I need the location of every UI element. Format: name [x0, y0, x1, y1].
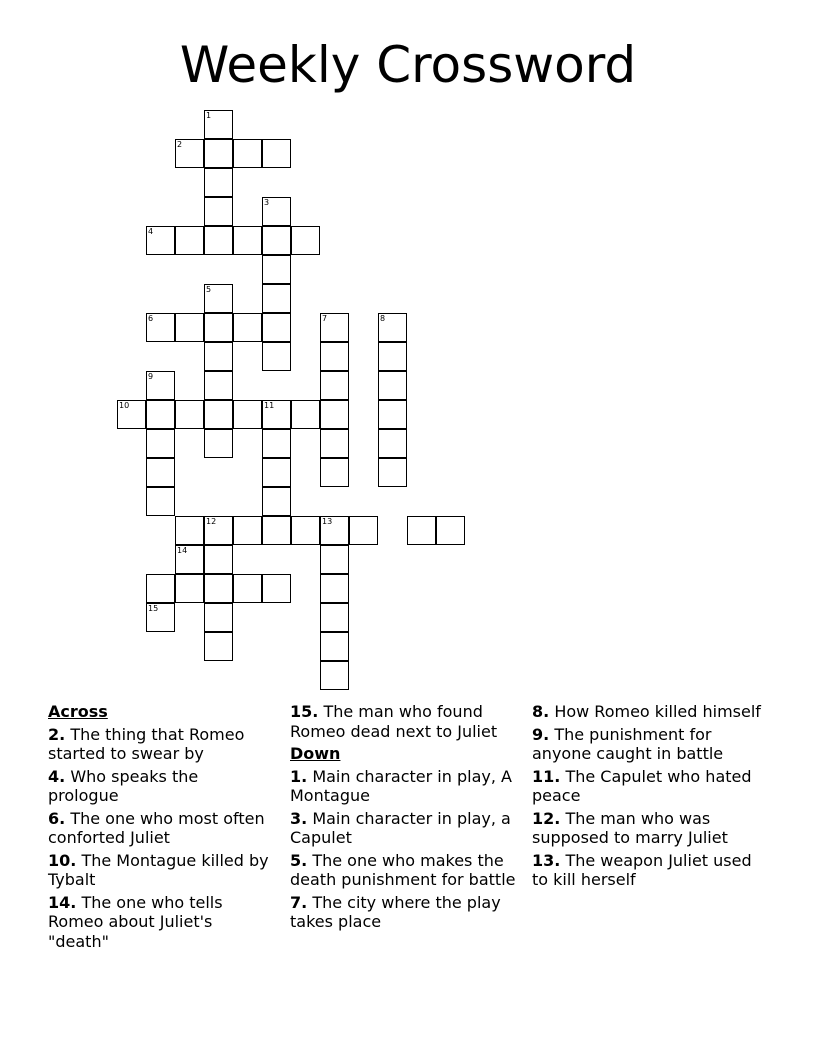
grid-cell[interactable]: [262, 458, 291, 487]
grid-cell[interactable]: [204, 516, 233, 545]
clue-text: The one who most often conforted Juliet: [48, 808, 265, 847]
clue-item: [532, 702, 762, 722]
grid-cell[interactable]: [436, 516, 465, 545]
grid-cell[interactable]: [233, 400, 262, 429]
clue-number-label: 9: [148, 372, 154, 381]
grid-cell[interactable]: [146, 313, 175, 342]
grid-cell[interactable]: [262, 255, 291, 284]
grid-cell[interactable]: [233, 226, 262, 255]
clue-number-label: 7: [322, 314, 328, 323]
grid-cell[interactable]: [378, 342, 407, 371]
clue-number-label: 12: [206, 517, 217, 526]
clue-text: The city where the play takes place: [290, 892, 501, 931]
grid-cell[interactable]: [320, 342, 349, 371]
clue-item: [532, 809, 762, 848]
grid-cell[interactable]: [204, 574, 233, 603]
grid-cell[interactable]: [262, 226, 291, 255]
clue-text: How Romeo killed himself: [554, 702, 761, 721]
grid-cell[interactable]: [204, 226, 233, 255]
grid-cell[interactable]: [175, 226, 204, 255]
clue-item: [48, 767, 273, 806]
clue-number-label: 14: [177, 546, 188, 555]
grid-cell[interactable]: [175, 516, 204, 545]
clue-item: [48, 725, 273, 764]
clue-text: The punishment for anyone caught in battle: [532, 724, 724, 763]
grid-cell[interactable]: [175, 574, 204, 603]
clue-number: 9.: [532, 724, 550, 744]
clue-number-label: 5: [206, 285, 212, 294]
clue-item: [532, 851, 762, 890]
grid-cell[interactable]: [320, 429, 349, 458]
grid-cell[interactable]: [204, 603, 233, 632]
grid-cell[interactable]: [146, 429, 175, 458]
clue-text: Main character in play, a Capulet: [290, 808, 511, 847]
clue-item: [532, 767, 762, 806]
grid-cell[interactable]: [407, 516, 436, 545]
clue-number: 8.: [532, 702, 550, 721]
grid-cell[interactable]: [204, 632, 233, 661]
clue-number: 1.: [290, 766, 308, 786]
grid-cell[interactable]: [146, 574, 175, 603]
grid-cell[interactable]: [146, 226, 175, 255]
grid-cell[interactable]: [262, 284, 291, 313]
grid-cell[interactable]: [146, 400, 175, 429]
grid-cell[interactable]: [204, 371, 233, 400]
clue-number: 5.: [290, 850, 308, 870]
grid-cell[interactable]: [204, 545, 233, 574]
clue-column-3: [532, 702, 762, 893]
grid-cell[interactable]: [320, 516, 349, 545]
grid-cell[interactable]: [262, 342, 291, 371]
clue-number-label: 15: [148, 604, 159, 613]
grid-cell[interactable]: [320, 545, 349, 574]
clue-number-label: 3: [264, 198, 270, 207]
down-heading: Down: [290, 744, 341, 763]
clue-text: The man who found Romeo dead next to Juliet: [290, 702, 498, 741]
grid-cell[interactable]: [146, 603, 175, 632]
grid-cell[interactable]: [146, 458, 175, 487]
grid-cell[interactable]: [262, 313, 291, 342]
clue-number-label: 1: [206, 111, 212, 120]
clue-number: 14.: [48, 892, 77, 912]
clue-item: [290, 809, 525, 848]
clue-number: 7.: [290, 892, 308, 912]
grid-cell[interactable]: [204, 313, 233, 342]
grid-cell[interactable]: [320, 313, 349, 342]
clue-number-label: 13: [322, 517, 333, 526]
grid-cell[interactable]: [320, 632, 349, 661]
grid-cell[interactable]: [320, 400, 349, 429]
clue-number-label: 10: [119, 401, 130, 410]
grid-cell[interactable]: [175, 400, 204, 429]
clue-number-label: 8: [380, 314, 386, 323]
clue-number: 15.: [290, 702, 319, 721]
grid-cell[interactable]: [320, 574, 349, 603]
grid-cell[interactable]: [291, 516, 320, 545]
grid-cell[interactable]: [320, 371, 349, 400]
clue-number: 12.: [532, 808, 561, 828]
grid-cell[interactable]: [146, 487, 175, 516]
clue-number: 4.: [48, 766, 66, 786]
clue-number-label: 4: [148, 227, 154, 236]
grid-cell[interactable]: [204, 429, 233, 458]
grid-cell[interactable]: [320, 458, 349, 487]
clue-number: 13.: [532, 850, 561, 870]
clue-text: The man who was supposed to marry Juliet: [532, 808, 728, 847]
clue-text: The Capulet who hated peace: [532, 766, 752, 805]
grid-cell[interactable]: [204, 342, 233, 371]
clue-text: The one who makes the death punishment for battle: [290, 850, 516, 889]
grid-cell[interactable]: [233, 139, 262, 168]
grid-cell[interactable]: [204, 139, 233, 168]
grid-cell[interactable]: [262, 487, 291, 516]
grid-cell[interactable]: [262, 516, 291, 545]
grid-cell[interactable]: [233, 574, 262, 603]
grid-cell[interactable]: [204, 197, 233, 226]
clue-number: 3.: [290, 808, 308, 828]
clue-item: [290, 702, 525, 741]
clue-item: [48, 893, 273, 952]
clue-text: The thing that Romeo started to swear by: [48, 724, 245, 763]
grid-cell[interactable]: [320, 661, 349, 690]
grid-cell[interactable]: [204, 400, 233, 429]
clue-item: [290, 893, 525, 932]
grid-cell[interactable]: [204, 110, 233, 139]
grid-cell[interactable]: [204, 168, 233, 197]
grid-cell[interactable]: [378, 458, 407, 487]
clue-item: [290, 851, 525, 890]
clue-item: [48, 851, 273, 890]
grid-cell[interactable]: [262, 139, 291, 168]
grid-cell[interactable]: [378, 371, 407, 400]
grid-cell[interactable]: [378, 429, 407, 458]
across-heading: Across: [48, 702, 108, 721]
grid-cell[interactable]: [233, 516, 262, 545]
grid-cell[interactable]: [262, 400, 291, 429]
grid-cell[interactable]: [175, 545, 204, 574]
clue-number-label: 2: [177, 140, 183, 149]
clue-text: Main character in play, A Montague: [290, 766, 512, 805]
page-title: Weekly Crossword: [179, 36, 637, 94]
clue-text: The weapon Juliet used to kill herself: [532, 850, 752, 889]
clue-number-label: 6: [148, 314, 154, 323]
clue-column-2: [290, 702, 525, 935]
clue-item: [48, 809, 273, 848]
grid-cell[interactable]: [175, 313, 204, 342]
grid-cell[interactable]: [378, 400, 407, 429]
clue-text: The Montague killed by Tybalt: [48, 850, 269, 889]
grid-cell[interactable]: [262, 574, 291, 603]
clue-number: 2.: [48, 724, 66, 744]
grid-cell[interactable]: [320, 603, 349, 632]
grid-cell[interactable]: [349, 516, 378, 545]
clue-number: 10.: [48, 850, 77, 870]
grid-cell[interactable]: [146, 371, 175, 400]
grid-cell[interactable]: [233, 313, 262, 342]
grid-cell[interactable]: [117, 400, 146, 429]
clue-number: 6.: [48, 808, 66, 828]
clue-item: [532, 725, 762, 764]
grid-cell[interactable]: [378, 313, 407, 342]
grid-cell[interactable]: [262, 429, 291, 458]
clue-number-label: 11: [264, 401, 275, 410]
clue-text: Who speaks the prologue: [48, 766, 199, 805]
grid-cell[interactable]: [291, 400, 320, 429]
clue-item: [290, 767, 525, 806]
clue-text: The one who tells Romeo about Juliet's "death": [48, 892, 223, 951]
grid-cell[interactable]: [204, 284, 233, 313]
grid-cell[interactable]: [262, 197, 291, 226]
clue-column-1: [48, 702, 273, 954]
grid-cell[interactable]: [291, 226, 320, 255]
grid-cell[interactable]: [175, 139, 204, 168]
clue-number: 11.: [532, 766, 561, 786]
